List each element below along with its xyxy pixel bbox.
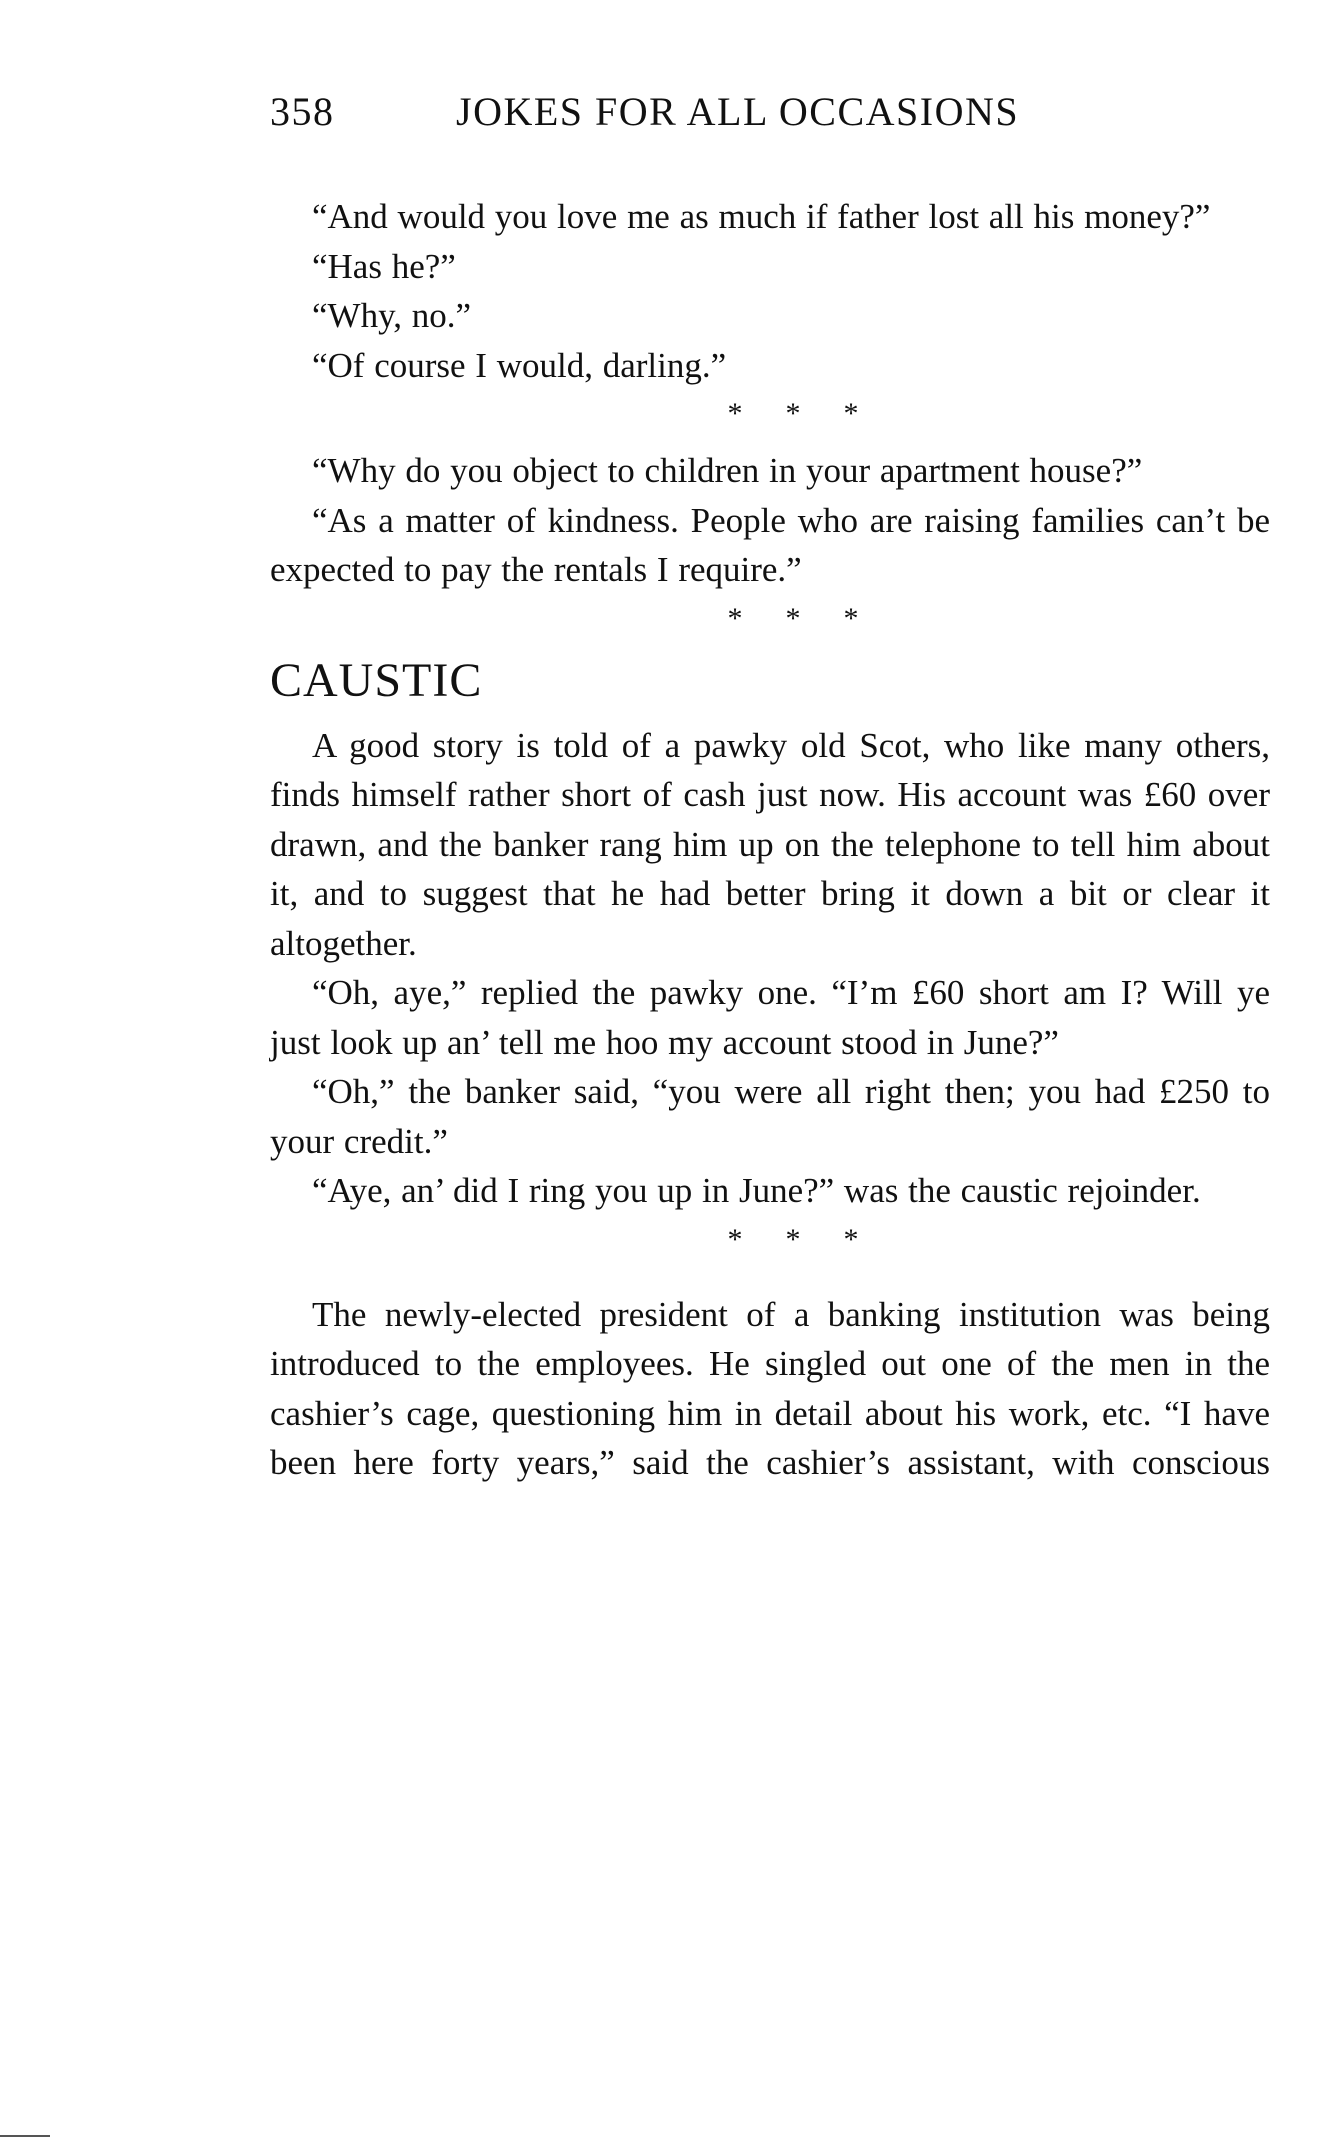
paragraph: The newly-elected president of a banking institution was being introduced to the employees. He singled out one of the men in the cashier’s cage, questioning him in detail about his work, etc. “I have been here forty years,” said the cashier’s assistant, with conscious <box>270 1294 1270 1482</box>
scan-edge-mark <box>0 2135 50 2137</box>
asterisk-icon: * <box>785 601 801 635</box>
paragraph: “And would you love me as much if father lost all his money?” <box>312 197 1211 236</box>
spacer <box>270 1272 1270 1290</box>
section-ornament <box>270 1220 1270 1260</box>
section-ornament <box>270 599 1270 639</box>
asterisk-icon: * <box>785 1222 801 1256</box>
asterisk-icon: * <box>727 1222 743 1256</box>
paragraph: “As a matter of kindness. People who are raising families can’t be expected to pay the rentals I require.” <box>270 500 1270 589</box>
paragraph: “Oh, aye,” replied the pawky one. “I’m £60 short am I? Will ye just look up an’ tell me hoo my account stood in June?” <box>270 973 1270 1062</box>
section-ornament <box>270 394 1270 434</box>
paragraph: “Why, no.” <box>312 296 472 335</box>
running-header <box>270 88 1270 135</box>
asterisk-icon: * <box>843 1222 859 1256</box>
paragraph: “Oh,” the banker said, “you were all right then; you had £250 to your credit.” <box>270 1072 1270 1161</box>
paragraph: “Aye, an’ did I ring you up in June?” was the caustic rejoinder. <box>312 1171 1201 1210</box>
asterisk-icon: * <box>727 601 743 635</box>
running-title: JOKES FOR ALL OCCASIONS <box>456 89 1020 134</box>
asterisk-icon: * <box>843 601 859 635</box>
paragraph: A good story is told of a pawky old Scot, who like many others, finds himself rather short of cash just now. His account was £60 over drawn, and the banker rang him up on the telephone to tell him about it, and to suggest that he had better bring it down a bit or clear it altogether. <box>270 725 1270 963</box>
paragraph: “Why do you object to children in your apartment house?” <box>312 451 1143 490</box>
paragraph: “Of course I would, darling.” <box>312 345 727 385</box>
asterisk-icon: * <box>843 397 859 430</box>
paragraph: “Has he?” <box>312 246 456 286</box>
section-heading: CAUSTIC <box>270 653 483 707</box>
page-number: 358 <box>270 89 335 134</box>
body-text <box>270 192 1270 1488</box>
asterisk-icon: * <box>785 397 801 430</box>
asterisk-icon: * <box>727 397 743 430</box>
